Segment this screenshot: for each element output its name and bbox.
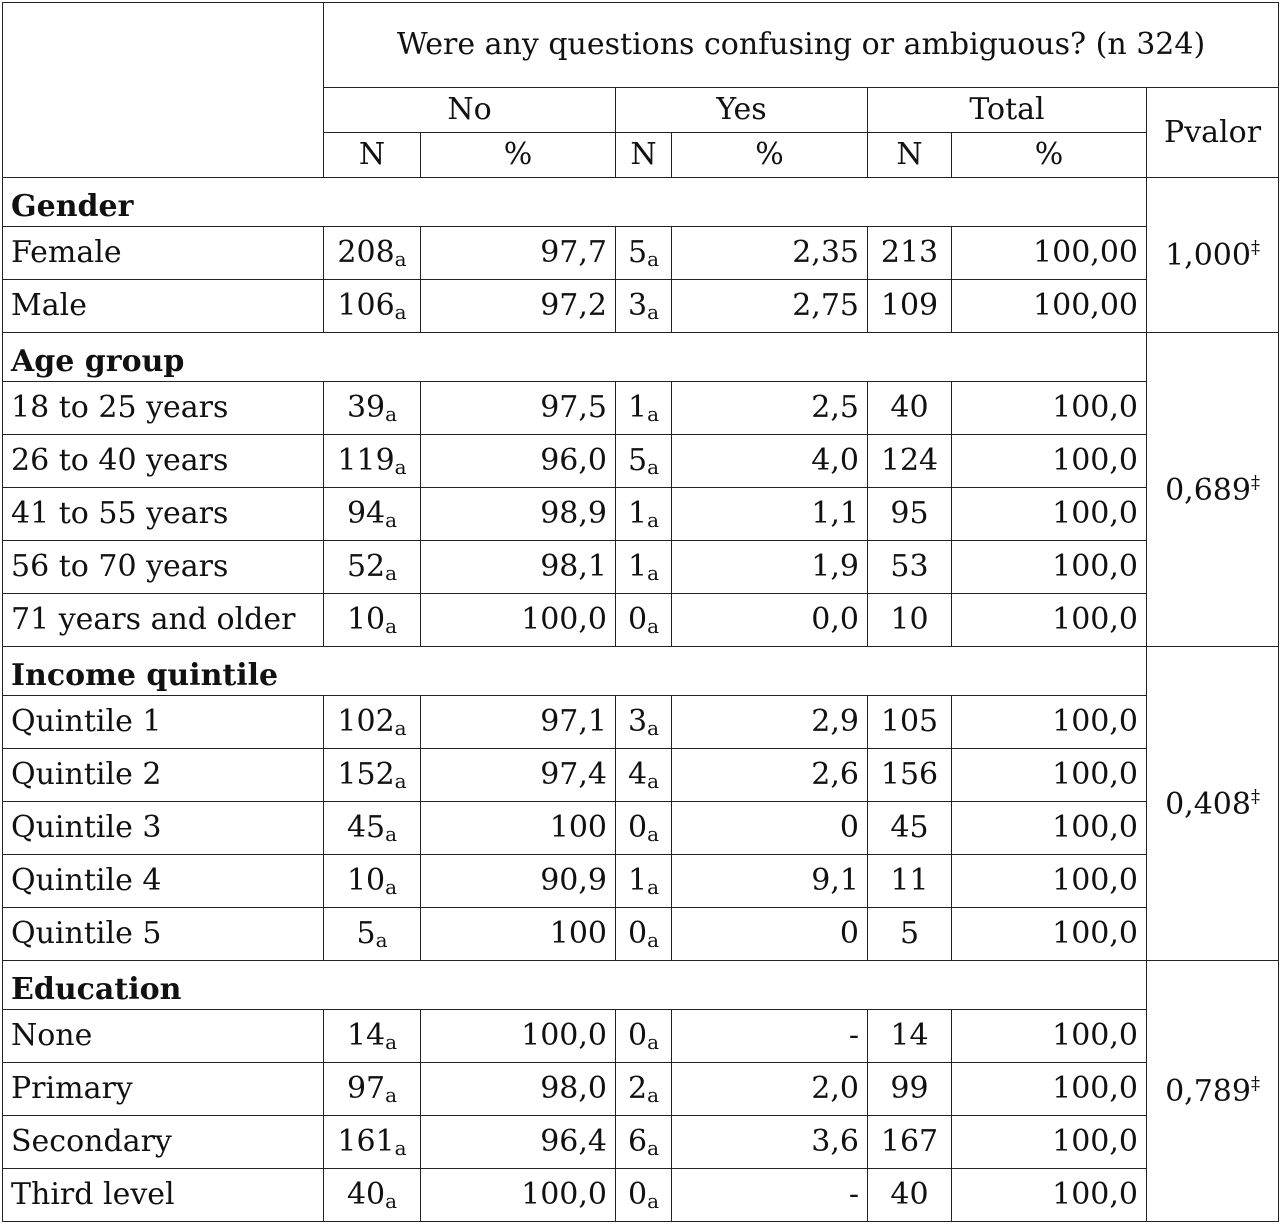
p-value-test-mark: ‡ (1250, 785, 1260, 807)
section-header-row (3, 333, 1279, 382)
no-n-cell-value: 161 (337, 1123, 395, 1159)
yes-n-cell-value: 0 (627, 809, 648, 845)
no-n-cell-value: 94 (346, 495, 386, 531)
yes-pct-cell: 2,6 (672, 749, 868, 802)
no-n-cell-subscript: a (385, 507, 398, 532)
no-n-cell-subscript: a (385, 613, 398, 638)
no-n-cell-value: 45 (346, 809, 386, 845)
total-pct-cell: 100,0 (952, 908, 1147, 961)
no-n-cell (324, 594, 421, 647)
row-label: Quintile 3 (3, 802, 324, 855)
no-n-cell-subscript: a (394, 299, 407, 324)
no-n-cell-value: 106 (337, 287, 395, 323)
total-pct-cell: 100,0 (952, 749, 1147, 802)
row-label: Third level (3, 1169, 324, 1222)
no-n-cell-value: 102 (337, 703, 395, 739)
no-n-cell-value: 5 (356, 915, 376, 951)
total-pct-cell: 100,0 (952, 696, 1147, 749)
no-pct-cell: 90,9 (421, 855, 616, 908)
row-label: Quintile 1 (3, 696, 324, 749)
subheader-no-n: N (324, 133, 421, 178)
section-header-row (3, 178, 1279, 227)
row-label: 26 to 40 years (3, 435, 324, 488)
no-pct-cell: 100,0 (421, 594, 616, 647)
total-n-cell: 156 (868, 749, 952, 802)
yes-n-cell-value: 0 (627, 1017, 648, 1053)
no-n-cell-subscript: a (385, 821, 398, 846)
table-row (3, 488, 1279, 541)
total-n-cell: 167 (868, 1116, 952, 1169)
total-pct-cell: 100,0 (952, 541, 1147, 594)
yes-n-cell-value: 0 (627, 915, 648, 951)
yes-n-cell-subscript: a (647, 299, 660, 324)
no-pct-cell: 100,0 (421, 1010, 616, 1063)
table-row (3, 435, 1279, 488)
total-pct-cell: 100,0 (952, 855, 1147, 908)
no-n-cell (324, 802, 421, 855)
total-n-cell: 45 (868, 802, 952, 855)
yes-n-cell (616, 855, 672, 908)
table-body (3, 178, 1279, 1222)
group-header-total: Total (868, 88, 1147, 133)
no-n-cell (324, 280, 421, 333)
pvalor-header: Pvalor (1147, 88, 1279, 178)
yes-n-cell-value: 3 (627, 703, 648, 739)
yes-n-cell-subscript: a (647, 1082, 660, 1107)
section-header-row (3, 961, 1279, 1010)
yes-pct-cell: 0 (672, 908, 868, 961)
total-n-cell: 14 (868, 1010, 952, 1063)
no-n-cell-value: 39 (346, 389, 386, 425)
no-n-cell-value: 10 (346, 601, 386, 637)
section-label: Income quintile (3, 647, 1147, 696)
yes-n-cell (616, 280, 672, 333)
p-value-test-mark: ‡ (1250, 237, 1260, 258)
row-label: Primary (3, 1063, 324, 1116)
yes-n-cell-subscript: a (647, 1188, 660, 1213)
question-header: Were any questions confusing or ambiguous? (n 324) (324, 3, 1279, 88)
no-n-cell-value: 40 (346, 1176, 386, 1212)
total-pct-cell: 100,0 (952, 488, 1147, 541)
row-label: Quintile 5 (3, 908, 324, 961)
yes-pct-cell: 3,6 (672, 1116, 868, 1169)
row-label-header (3, 3, 324, 178)
no-pct-cell: 97,5 (421, 382, 616, 435)
no-n-cell-subscript: a (394, 246, 407, 271)
table-row (3, 1116, 1279, 1169)
yes-n-cell-value: 5 (627, 234, 648, 270)
total-n-cell: 95 (868, 488, 952, 541)
yes-n-cell-subscript: a (647, 560, 660, 585)
total-n-cell: 40 (868, 1169, 952, 1222)
no-pct-cell: 97,2 (421, 280, 616, 333)
table-row (3, 594, 1279, 647)
yes-n-cell-value: 4 (627, 756, 648, 792)
yes-n-cell (616, 1116, 672, 1169)
no-n-cell (324, 855, 421, 908)
yes-n-cell-subscript: a (647, 401, 660, 426)
yes-n-cell (616, 696, 672, 749)
no-pct-cell: 97,1 (421, 696, 616, 749)
total-n-cell: 124 (868, 435, 952, 488)
yes-pct-cell: 4,0 (672, 435, 868, 488)
yes-pct-cell: 9,1 (672, 855, 868, 908)
total-pct-cell: 100,0 (952, 1116, 1147, 1169)
total-n-cell: 40 (868, 382, 952, 435)
no-pct-cell: 98,9 (421, 488, 616, 541)
yes-n-cell-subscript: a (647, 715, 660, 740)
no-n-cell-subscript: a (385, 1188, 398, 1213)
no-n-cell (324, 1169, 421, 1222)
section-label: Gender (3, 178, 1147, 227)
total-pct-cell: 100,0 (952, 435, 1147, 488)
total-n-cell: 99 (868, 1063, 952, 1116)
no-n-cell (324, 749, 421, 802)
table-row (3, 908, 1279, 961)
no-pct-cell: 97,4 (421, 749, 616, 802)
no-pct-cell: 98,1 (421, 541, 616, 594)
yes-n-cell-subscript: a (647, 768, 660, 793)
yes-n-cell (616, 594, 672, 647)
table-row (3, 802, 1279, 855)
group-header-yes: Yes (616, 88, 868, 133)
p-value: 1,000 (1165, 238, 1251, 273)
yes-n-cell-value: 0 (627, 1176, 648, 1212)
yes-n-cell (616, 227, 672, 280)
yes-n-cell (616, 1063, 672, 1116)
table-row (3, 1169, 1279, 1222)
yes-pct-cell: 2,75 (672, 280, 868, 333)
yes-n-cell-value: 3 (627, 287, 648, 323)
survey-results-table (2, 2, 1279, 1222)
yes-n-cell (616, 435, 672, 488)
table-row (3, 541, 1279, 594)
yes-n-cell-subscript: a (647, 927, 660, 952)
yes-n-cell (616, 1010, 672, 1063)
yes-n-cell (616, 541, 672, 594)
total-n-cell: 109 (868, 280, 952, 333)
no-pct-cell: 100 (421, 802, 616, 855)
total-pct-cell: 100,0 (952, 1063, 1147, 1116)
row-label: Male (3, 280, 324, 333)
yes-pct-cell: 2,0 (672, 1063, 868, 1116)
no-n-cell-subscript: a (385, 560, 398, 585)
total-pct-cell: 100,0 (952, 594, 1147, 647)
no-pct-cell: 98,0 (421, 1063, 616, 1116)
total-n-cell: 11 (868, 855, 952, 908)
yes-pct-cell: 1,9 (672, 541, 868, 594)
no-n-cell-subscript: a (375, 927, 388, 952)
table-row (3, 1010, 1279, 1063)
row-label: 41 to 55 years (3, 488, 324, 541)
group-header-no: No (324, 88, 616, 133)
section-header-row (3, 647, 1279, 696)
table-row (3, 227, 1279, 280)
table-row (3, 696, 1279, 749)
section-label: Age group (3, 333, 1147, 382)
no-pct-cell: 96,0 (421, 435, 616, 488)
yes-n-cell-value: 1 (627, 495, 648, 531)
yes-pct-cell: 2,5 (672, 382, 868, 435)
no-pct-cell: 97,7 (421, 227, 616, 280)
table-row (3, 749, 1279, 802)
no-n-cell (324, 488, 421, 541)
total-pct-cell: 100,00 (952, 280, 1147, 333)
no-pct-cell: 96,4 (421, 1116, 616, 1169)
no-n-cell (324, 435, 421, 488)
subheader-total-n: N (868, 133, 952, 178)
no-n-cell-value: 208 (337, 234, 395, 270)
yes-n-cell-subscript: a (647, 246, 660, 271)
subheader-total-pct: % (952, 133, 1147, 178)
yes-n-cell-subscript: a (647, 874, 660, 899)
yes-n-cell-subscript: a (647, 821, 660, 846)
yes-n-cell-value: 1 (627, 389, 648, 425)
yes-pct-cell: 2,9 (672, 696, 868, 749)
row-label: Quintile 2 (3, 749, 324, 802)
no-n-cell (324, 1063, 421, 1116)
no-n-cell-value: 10 (346, 862, 386, 898)
yes-pct-cell: - (672, 1010, 868, 1063)
yes-n-cell-value: 1 (627, 548, 648, 584)
subheader-no-pct: % (421, 133, 616, 178)
no-n-cell-subscript: a (385, 401, 398, 426)
no-n-cell-value: 119 (337, 442, 395, 478)
yes-pct-cell: 1,1 (672, 488, 868, 541)
p-value-test-mark: ‡ (1250, 471, 1260, 493)
yes-pct-cell: - (672, 1169, 868, 1222)
yes-n-cell-value: 1 (627, 862, 648, 898)
table-row (3, 855, 1279, 908)
total-pct-cell: 100,0 (952, 1010, 1147, 1063)
total-n-cell: 105 (868, 696, 952, 749)
subheader-yes-pct: % (672, 133, 868, 178)
row-label: Secondary (3, 1116, 324, 1169)
no-n-cell (324, 696, 421, 749)
no-n-cell (324, 908, 421, 961)
total-pct-cell: 100,00 (952, 227, 1147, 280)
p-value-cell (1147, 647, 1279, 961)
no-n-cell-subscript: a (385, 1082, 398, 1107)
total-n-cell: 213 (868, 227, 952, 280)
yes-n-cell-value: 2 (627, 1070, 648, 1106)
yes-n-cell (616, 802, 672, 855)
yes-n-cell (616, 488, 672, 541)
no-n-cell-value: 152 (337, 756, 395, 792)
yes-pct-cell: 0 (672, 802, 868, 855)
yes-n-cell-subscript: a (647, 1135, 660, 1160)
p-value-test-mark: ‡ (1250, 1073, 1260, 1094)
yes-n-cell-value: 6 (627, 1123, 648, 1159)
total-n-cell: 5 (868, 908, 952, 961)
no-pct-cell: 100 (421, 908, 616, 961)
yes-n-cell-value: 0 (627, 601, 648, 637)
p-value: 0,408 (1165, 786, 1251, 822)
row-label: 56 to 70 years (3, 541, 324, 594)
no-n-cell-subscript: a (385, 874, 398, 899)
p-value-cell (1147, 961, 1279, 1222)
yes-pct-cell: 2,35 (672, 227, 868, 280)
subheader-yes-n: N (616, 133, 672, 178)
p-value: 0,789 (1165, 1074, 1251, 1109)
table-row (3, 280, 1279, 333)
no-n-cell-value: 97 (346, 1070, 386, 1106)
yes-n-cell-subscript: a (647, 507, 660, 532)
no-n-cell-subscript: a (394, 768, 407, 793)
no-n-cell (324, 1010, 421, 1063)
yes-n-cell (616, 382, 672, 435)
total-pct-cell: 100,0 (952, 382, 1147, 435)
yes-pct-cell: 0,0 (672, 594, 868, 647)
yes-n-cell-subscript: a (647, 1029, 660, 1054)
table-row (3, 1063, 1279, 1116)
table-row (3, 382, 1279, 435)
total-n-cell: 10 (868, 594, 952, 647)
p-value-cell (1147, 333, 1279, 647)
p-value-cell (1147, 178, 1279, 333)
section-label: Education (3, 961, 1147, 1010)
total-pct-cell: 100,0 (952, 1169, 1147, 1222)
no-n-cell-value: 52 (346, 548, 386, 584)
no-n-cell (324, 1116, 421, 1169)
total-n-cell: 53 (868, 541, 952, 594)
row-label: 18 to 25 years (3, 382, 324, 435)
yes-n-cell (616, 908, 672, 961)
row-label: 71 years and older (3, 594, 324, 647)
yes-n-cell-subscript: a (647, 454, 660, 479)
row-label: None (3, 1010, 324, 1063)
no-n-cell-value: 14 (346, 1017, 386, 1053)
no-n-cell (324, 227, 421, 280)
yes-n-cell-subscript: a (647, 613, 660, 638)
no-n-cell-subscript: a (394, 715, 407, 740)
no-n-cell-subscript: a (385, 1029, 398, 1054)
yes-n-cell (616, 749, 672, 802)
no-n-cell-subscript: a (394, 1135, 407, 1160)
total-pct-cell: 100,0 (952, 802, 1147, 855)
p-value: 0,689 (1165, 472, 1251, 508)
row-label: Female (3, 227, 324, 280)
yes-n-cell-value: 5 (627, 442, 648, 478)
no-n-cell (324, 541, 421, 594)
no-n-cell (324, 382, 421, 435)
no-n-cell-subscript: a (394, 454, 407, 479)
row-label: Quintile 4 (3, 855, 324, 908)
no-pct-cell: 100,0 (421, 1169, 616, 1222)
yes-n-cell (616, 1169, 672, 1222)
